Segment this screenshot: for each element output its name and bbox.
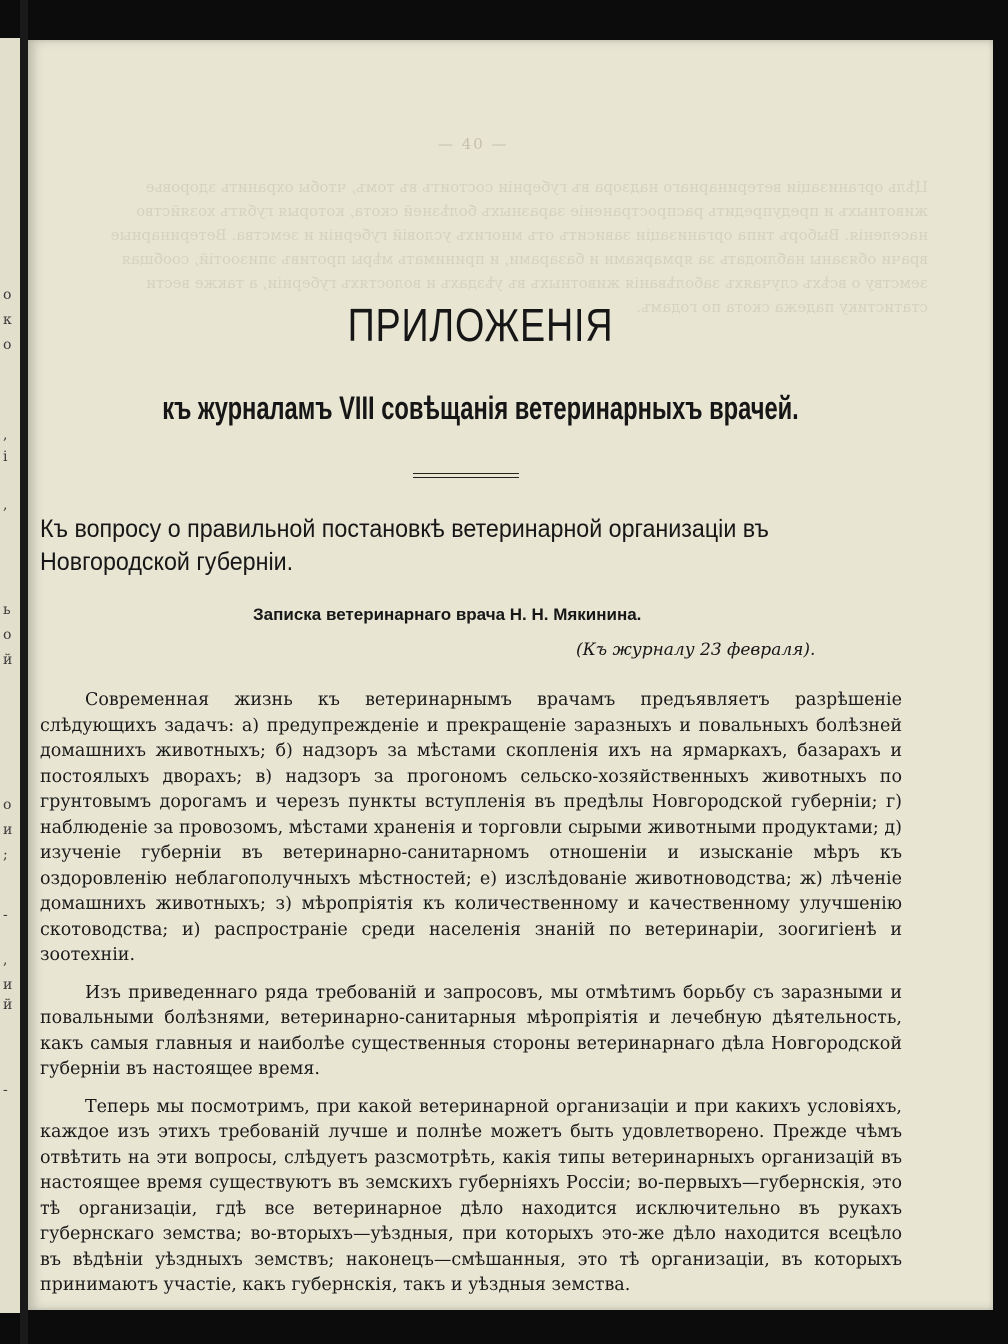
edge-char: ; xyxy=(3,847,8,863)
section-subtitle: къ журналамъ VIII совѣщанія ветеринарныхъ врачей. xyxy=(162,390,799,426)
edge-char: й xyxy=(3,997,13,1013)
main-title: ПРИЛОЖЕНІЯ xyxy=(347,299,614,351)
edge-char: и xyxy=(3,822,13,838)
previous-page-edge xyxy=(0,38,20,1313)
article-title: Къ вопросу о правильной постановкѣ ветеринарной организаціи въ Новгородской губерніи. xyxy=(40,515,769,576)
edge-char: , xyxy=(3,427,8,443)
book-gutter xyxy=(20,0,28,1344)
edge-char: і xyxy=(3,449,8,465)
edge-char: - xyxy=(3,1082,8,1098)
paragraph: Современная жизнь къ ветеринарнымъ врачамъ предъявляетъ разрѣшеніе слѣдующихъ задачъ: а) предупрежденіе и прекращеніе заразныхъ и повальныхъ болѣзней домашнихъ животныхъ; б) надзоръ за мѣстами скопленія ихъ на ярмаркахъ, базарахъ и постоялыхъ дворахъ; в) надзоръ за прогономъ сельско-хозяйственныхъ животныхъ по грунтовымъ дорогамъ и черезъ пункты вступленія въ предѣлы Новгородской губерніи; г) наблюденіе за провозомъ, мѣстами храненія и торговли сырыми животными продуктами; д) изученіе губерніи въ ветеринарно-санитарномъ отношеніи и изысканіе мѣръ къ оздоровленію неблагополучныхъ мѣстностей; е) изслѣдованіе животноводства; ж) лѣченіе домашнихъ животныхъ; з) мѣропріятія къ количественному и качественному улучшенію скотоводства; и) распространіе среди населенія знаній по ветеринаріи, зоогигіенѣ и зоотехніи. xyxy=(40,690,902,965)
paragraph: Теперь мы посмотримъ, при какой ветеринарной организаціи и при какихъ условіяхъ, каждое изъ этихъ требованій лучше и полнѣе можетъ быть удовлетворено. Прежде чѣмъ отвѣтить на эти вопросы, слѣдуетъ разсмотрѣть, какія типы ветеринарныхъ организацій въ настоящее время существуютъ въ земскихъ губерніяхъ Россіи; во-первыхъ—губернскія, это тѣ организаціи, гдѣ все ветеринарное дѣло находится исключительно въ рукахъ губернскаго земства; во-вторыхъ—уѣздныя, при которыхъ это-же дѣло находится всецѣло въ вѣдѣніи уѣздныхъ земствъ; наконецъ—смѣшанныя, это тѣ организаціи, въ которыхъ принимаютъ участіе, какъ губернскія, такъ и уѣздныя земства. xyxy=(40,1096,902,1295)
edge-char: - xyxy=(3,907,8,923)
body-text xyxy=(40,688,902,1311)
edge-char: , xyxy=(3,952,8,968)
document-page xyxy=(28,40,993,1310)
bleed-page-number: — 40 — xyxy=(438,135,509,153)
edge-char: , xyxy=(3,497,8,513)
edge-char: о xyxy=(3,797,12,813)
reverse-side-bleed-through: Цѣль организаціи ветеринарнаго надзора въ губерніи состоитъ въ томъ, чтобы охранить здоровье животныхъ и предупредить распространеніе заразныхъ болѣзней скота, которыя губятъ хозяйство населенія. Выборъ типа организаціи зависитъ отъ многихъ условій губерніи и земства. Ветеринарные врачи обязаны наблюдать за ярмарками и базарами, и принимать мѣры противъ эпизоотій, сообщая земству о всѣхъ случаяхъ заболѣванія животныхъ въ уѣздахъ и волостяхъ губерніи, а также вести статистику падежа скота по годамъ. xyxy=(110,178,928,316)
journal-reference: (Къ журналу 23 февраля). xyxy=(576,640,816,660)
divider-rule-top xyxy=(413,473,519,474)
paragraph: Изъ приведеннаго ряда требованій и запросовъ, мы отмѣтимъ борьбу съ заразными и повальными болѣзнями, ветеринарно-санитарныя мѣропріятія и лечебную дѣятельность, какъ самыя главныя и наиболѣе существенныя стороны ветеринарнаго дѣла Новгородской губерніи въ настоящее время. xyxy=(40,982,902,1079)
edge-char: ь xyxy=(3,602,11,618)
edge-char: й xyxy=(3,652,13,668)
edge-char: о xyxy=(3,337,12,353)
edge-char: о xyxy=(3,287,12,303)
author-line: Записка ветеринарнаго врача Н. Н. Мякинина. xyxy=(253,605,642,624)
edge-char: о xyxy=(3,627,12,643)
edge-char: к xyxy=(3,312,12,328)
edge-char: и xyxy=(3,977,13,993)
divider-rule-bottom xyxy=(413,477,519,478)
